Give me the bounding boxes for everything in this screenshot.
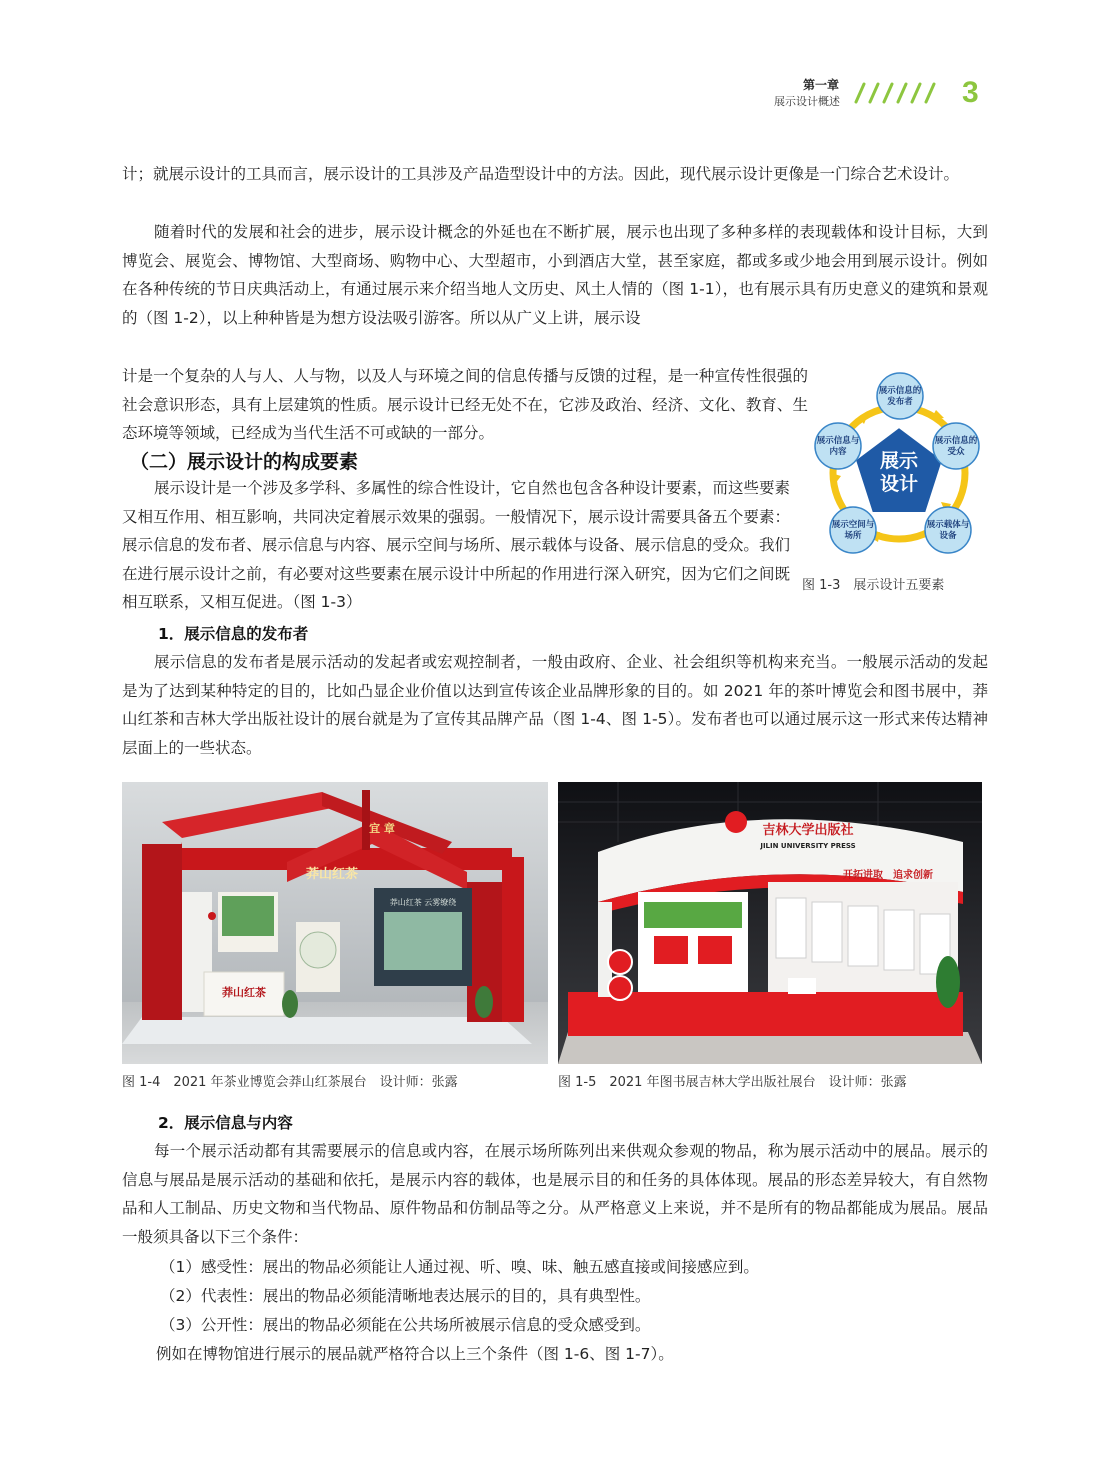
tea-sign-side: 宜 章 [369,822,395,835]
diagram-center-label-1: 展示 [879,450,919,472]
page-number: 3 [962,76,979,109]
diagram-node-equipment [925,507,971,553]
node-audience-line1: 展示信息的 [934,436,978,446]
item2-title: 2．展示信息与内容 [158,1114,293,1132]
node-publisher-line2: 发布者 [887,397,913,407]
condition-3: （3）公开性：展出的物品必须能在公共场所被展示信息的受众感受到。 [160,1316,651,1334]
book-brand-text: 吉林大学出版社 [762,823,854,838]
figure-1-4-caption: 图 1-4 2021 年茶业博览会莽山红茶展台 设计师：张露 [122,1075,458,1090]
tea-panel-text: 莽山红茶 云雾缭绕 [389,898,457,907]
node-space-line2: 场所 [844,531,862,541]
five-elements-diagram [798,372,982,572]
diagram-node-audience [933,423,979,469]
item2-body: 每一个展示活动都有其需要展示的信息或内容，在展示场所陈列出来供观众参观的物品，称为展示活动中的展品。展示的信息与展品是展示活动的基础和依托，是展示内容的载体，也是展示目的和任务的具体体现。展品的形态差异较大，有自然物品和人工制品、历史文物和当代物品、原件物品和仿制品等之分。从严格意义上来说，并不是所有的物品都能成为展品。展品一般须具备以下三个条件： [122,1142,988,1246]
diagram-node-space [830,507,876,553]
node-space-line1: 展示空间与 [831,520,875,530]
paragraph-expansion: 随着时代的发展和社会的进步，展示设计概念的外延也在不断扩展，展示也出现了多种多样的表现载体和设计目标，大到博览会、展览会、博物馆、大型商场、购物中心、大型超市，小到酒店大堂，甚至家庭，都或多或少地会用到展示设计。例如在各种传统的节日庆典活动上，有通过展示来介绍当地人文历史、风土人情的（图 1-1），也有展示具有历史意义的建筑和景观的（图 1-2），以上种种皆是为想方设法吸引游客。所以从广义上讲，展示设 [122,223,988,327]
node-publisher-line1: 展示信息的 [878,386,922,396]
tea-booth-photo [122,782,548,1064]
node-equipment-line1: 展示载体与 [926,520,970,530]
book-booth-photo [558,782,982,1064]
diagram-node-content [815,423,861,469]
chapter-label: 第一章 [802,78,839,92]
book-brand-en: JILIN UNIVERSITY PRESS [760,842,856,850]
item1-body: 展示信息的发布者是展示活动的发起者或宏观控制者，一般由政府、企业、社会组织等机构来充当。一般展示活动的发起是为了达到某种特定的目的，比如凸显企业价值以达到宣传该企业品牌形象的目的。如 2021 年的茶叶博览会和图书展中，莽山红茶和吉林大学出版社设计的展台就是为了宣传其品牌产品（图 1-4、图 1-5）。发布者也可以通过展示这一形式来传达精神层面上的一些状态。 [122,653,988,757]
condition-1: （1）感受性：展出的物品必须能让人通过视、听、嗅、味、触五感直接或间接感应到。 [160,1258,759,1276]
diagram-center-label-2: 设计 [879,473,919,495]
slash-ornament-icon [846,80,942,106]
section-title: （二）展示设计的构成要素 [130,451,359,473]
tea-sign-top: 莽山红茶 [305,867,359,882]
paragraph-expansion-cont: 计是一个复杂的人与人、人与物，以及人与环境之间的信息传播与反馈的过程，是一种宣传性很强的社会意识形态，具有上层建筑的性质。展示设计已经无处不在，它涉及政治、经济、文化、教育、生态环境等领域，已经成为当代生活不可或缺的一部分。 [122,367,808,443]
figure-1-3-caption: 图 1-3 展示设计五要素 [802,578,945,593]
node-equipment-line2: 设备 [939,531,957,541]
diagram-node-publisher [877,373,923,419]
chapter-title: 展示设计概述 [774,95,840,108]
item1-title: 1．展示信息的发布者 [158,625,309,643]
figure-1-5-caption: 图 1-5 2021 年图书展吉林大学出版社展台 设计师：张露 [558,1075,907,1090]
closing-sentence: 例如在博物馆进行展示的展品就严格符合以上三个条件（图 1-6、图 1-7）。 [156,1345,674,1363]
node-audience-line2: 受众 [947,447,965,457]
paragraph-continued: 计；就展示设计的工具而言，展示设计的工具涉及产品造型设计中的方法。因此，现代展示设计更像是一门综合艺术设计。 [122,165,960,183]
book-slogan: 开拓进取 追求创新 [843,870,933,881]
node-content-line2: 内容 [829,447,847,457]
section-intro: 展示设计是一个涉及多学科、多属性的综合性设计，它自然也包含各种设计要素，而这些要素又相互作用、相互影响，共同决定着展示效果的强弱。一般情况下，展示设计需要具备五个要素：展示信息的发布者、展示信息与内容、展示空间与场所、展示载体与设备、展示信息的受众。我们在进行展示设计之前，有必要对这些要素在展示设计中所起的作用进行深入研究，因为它们之间既相互联系，又相互促进。（图 1-3） [122,479,790,612]
condition-2: （2）代表性：展出的物品必须能清晰地表达展示的目的，具有典型性。 [160,1287,651,1305]
tea-counter-text: 莽山红茶 [222,986,266,999]
node-content-line1: 展示信息与 [816,436,860,446]
